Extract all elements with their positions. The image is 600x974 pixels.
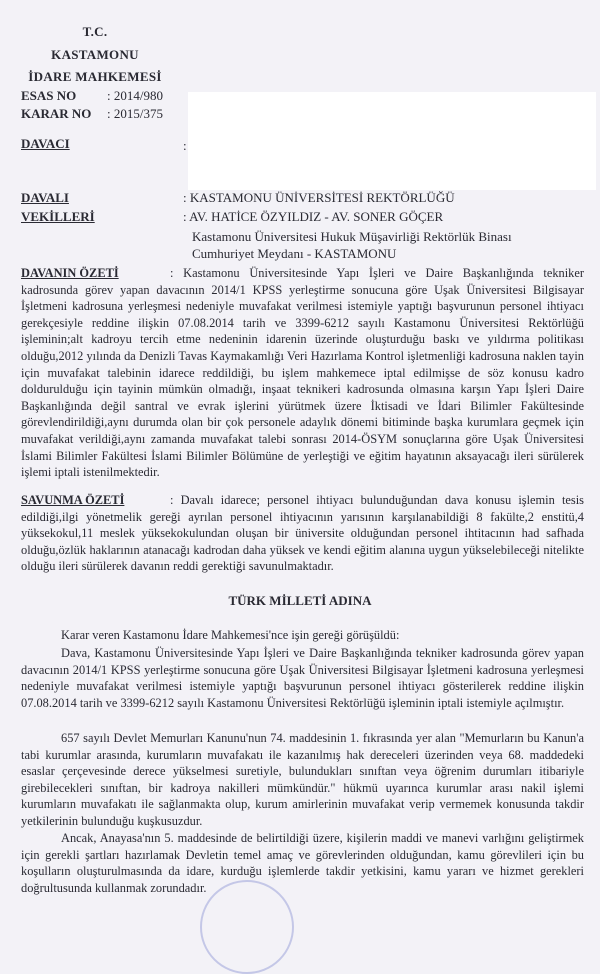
vekilleri-value: : AV. HATİCE ÖZYILDIZ - AV. SONER GÖÇER [183,209,444,224]
section-title: TÜRK MİLLETİ ADINA [228,593,372,608]
address-line-2: Cumhuriyet Meydanı - KASTAMONU [192,246,397,261]
body-paragraph-4: Ancak, Anayasa'nın 5. maddesinde de belirtildiği üzere, kişilerin maddi ve manevi varlığını geliştirmek için gerekli şartları hazırlamak Devletin temel amaç ve görevlerinden olduğundan, kamu görevlileri için bu koşulların oluşturulmasında da idare, kurduğu işlemlerde takdir yetkisini, kamu yararı ve hizmet gerekleri doğrultusunda kullanmak zorundadır. [21,831,584,895]
redaction-box [188,92,596,190]
davali-value: : KASTAMONU ÜNİVERSİTESİ REKTÖRLÜĞÜ [183,190,455,205]
davali-label: DAVALI [21,190,69,205]
davaci-value: : [183,138,187,153]
header-city: KASTAMONU [51,47,139,62]
savunma-ozeti-paragraph [21,492,584,575]
davanin-ozeti-text: : Kastamonu Üniversitesinde Yapı İşleri ve Daire Başkanlığında tekniker kadrosunda görev yapan davacının 2014/1 KPSS yerleştirme sonucuna göre Uşak Üniversitesi Bilgisayar İşletmeni kadrosuna yerleşmesi nedeniyle muvafakat verilmesi istemiyle yaptığı başvurunun personel ihtiyacı gerekçesiyle reddine ilişkin 07.08.2014 tarih ve 3399-6212 sayılı Kastamonu Üniversitesi Rektörlüğü işleminin;alt kadroyu tercih etme nedeninin idarenin üzerinde oluşturduğu baskı ve yıldırma politikası olduğu,2012 yılında da Denizli Tavas Kaymakamlığı Veri Hazırlama Kontrol işletmenliği kadrosuna naklen tayin için muvafakat talebinin idarece reddildiği, bu işlem mahkemece iptal edilmişse de söz konusu kadro doldurulduğu için tayinin mümkün olmadığı, inşaat teknikeri kadrosunda olmasına karşın Yapı İşleri Daire Başkanlığında değil santral ve evrak işlerini yürütmek üzere İktisadi ve İdari Bilimler Fakültesinde görevlendirildiği,aynı durumda olan bir çok personele adaylık dönemi bitiminde başka kurumlara geçmek için muvafakat verildiği,aynı zamanda muvafakat talebi sonrası 2014-ÖSYM sonuçlarına göre Uşak Üniversitesi İslami Bilimler Fakültesi İslami Bilimler Bölümüne de yerleştiği ve eğitim hayatının aksayacağı ileri sürülerek işlemi iptali istenilmektedir. [21,266,584,480]
vekilleri-label: VEKİLLERİ [21,209,95,224]
official-stamp [200,880,294,974]
body-paragraph-3: 657 sayılı Devlet Memurları Kanunu'nun 74. maddesinin 1. fıkrasında yer alan "Memurların bu Kanun'a tabi kurumlar arasında, kurumların muvafakatı ile kazanılmış hak dereceleri üzerinden veya 68. maddedeki esaslar çerçevesinde derece yükselmesi suretiyle, bulundukları sınıftan veya öğrenim durumları itibariyle girebilecekleri sınıftan, bir kadroya nakilleri mümkündür." hükmü uyarınca kurumlar arası nakil işlemi kurumların muvafakatı ile sağlanmakta olup, kurum amirlerinin muvafakat verip vermemek konusunda takdir yetkilerinin bulunduğu kuşkusuzdur. [21,731,584,828]
esas-no-value: : 2014/980 [107,88,163,103]
address-line-1: Kastamonu Üniversitesi Hukuk Müşavirliği Rektörlük Binası [192,229,512,244]
savunma-ozeti-text: : Davalı idarece; personel ihtiyacı bulunduğundan dava konusu işlemin tesis edildiği,ilgi yönetmelik gereği ayrılan personel ihtiyacının yarısının karşılanabildiği 8 fakülte,2 enstitü,4 yüksekokul,11 meslek yüksekokulundan oluşan bir üniversite olduğundan personel ihtitacının had safhada olduğu,özlük haklarının atanacağı kadrodan daha yüksek ve kendi eğitim alanına uygun yükselebileceği nitelikte olduğu ileri sürülerek davanın reddi gerektiği savunulmaktadır. [21,493,584,574]
header-court: İDARE MAHKEMESİ [28,69,162,84]
karar-no-label: KARAR NO [21,106,92,121]
davanin-ozeti-label: DAVANIN ÖZETİ [21,266,119,280]
savunma-ozeti-label: SAVUNMA ÖZETİ [21,493,125,507]
body-paragraph-2: Dava, Kastamonu Üniversitesinde Yapı İşleri ve Daire Başkanlığında tekniker kadrosunda görev yapan davacının 2014/1 KPSS yerleştirme sonucuna göre Uşak Üniversitesi Bilgisayar İşletmeni kadrosuna yerleşmesi nedeniyle muvafakat verilmesi istemiyle yaptığı başvurunun personel ihtiyacı gösterilerek reddine ilişkin 07.08.2014 tarih ve 3399-6212 sayılı Kastamonu Üniversitesi Rektörlüğü işleminin iptali istemiyle açılmıştır. [21,646,584,710]
body-paragraph-1: Karar veren Kastamonu İdare Mahkemesi'nce işin gereği görüşüldü: [61,628,400,642]
karar-no-value: : 2015/375 [107,106,163,121]
header-tc: T.C. [82,24,108,39]
davaci-label: DAVACI [21,136,70,151]
davanin-ozeti-paragraph [21,265,584,481]
esas-no-label: ESAS NO [21,88,77,103]
